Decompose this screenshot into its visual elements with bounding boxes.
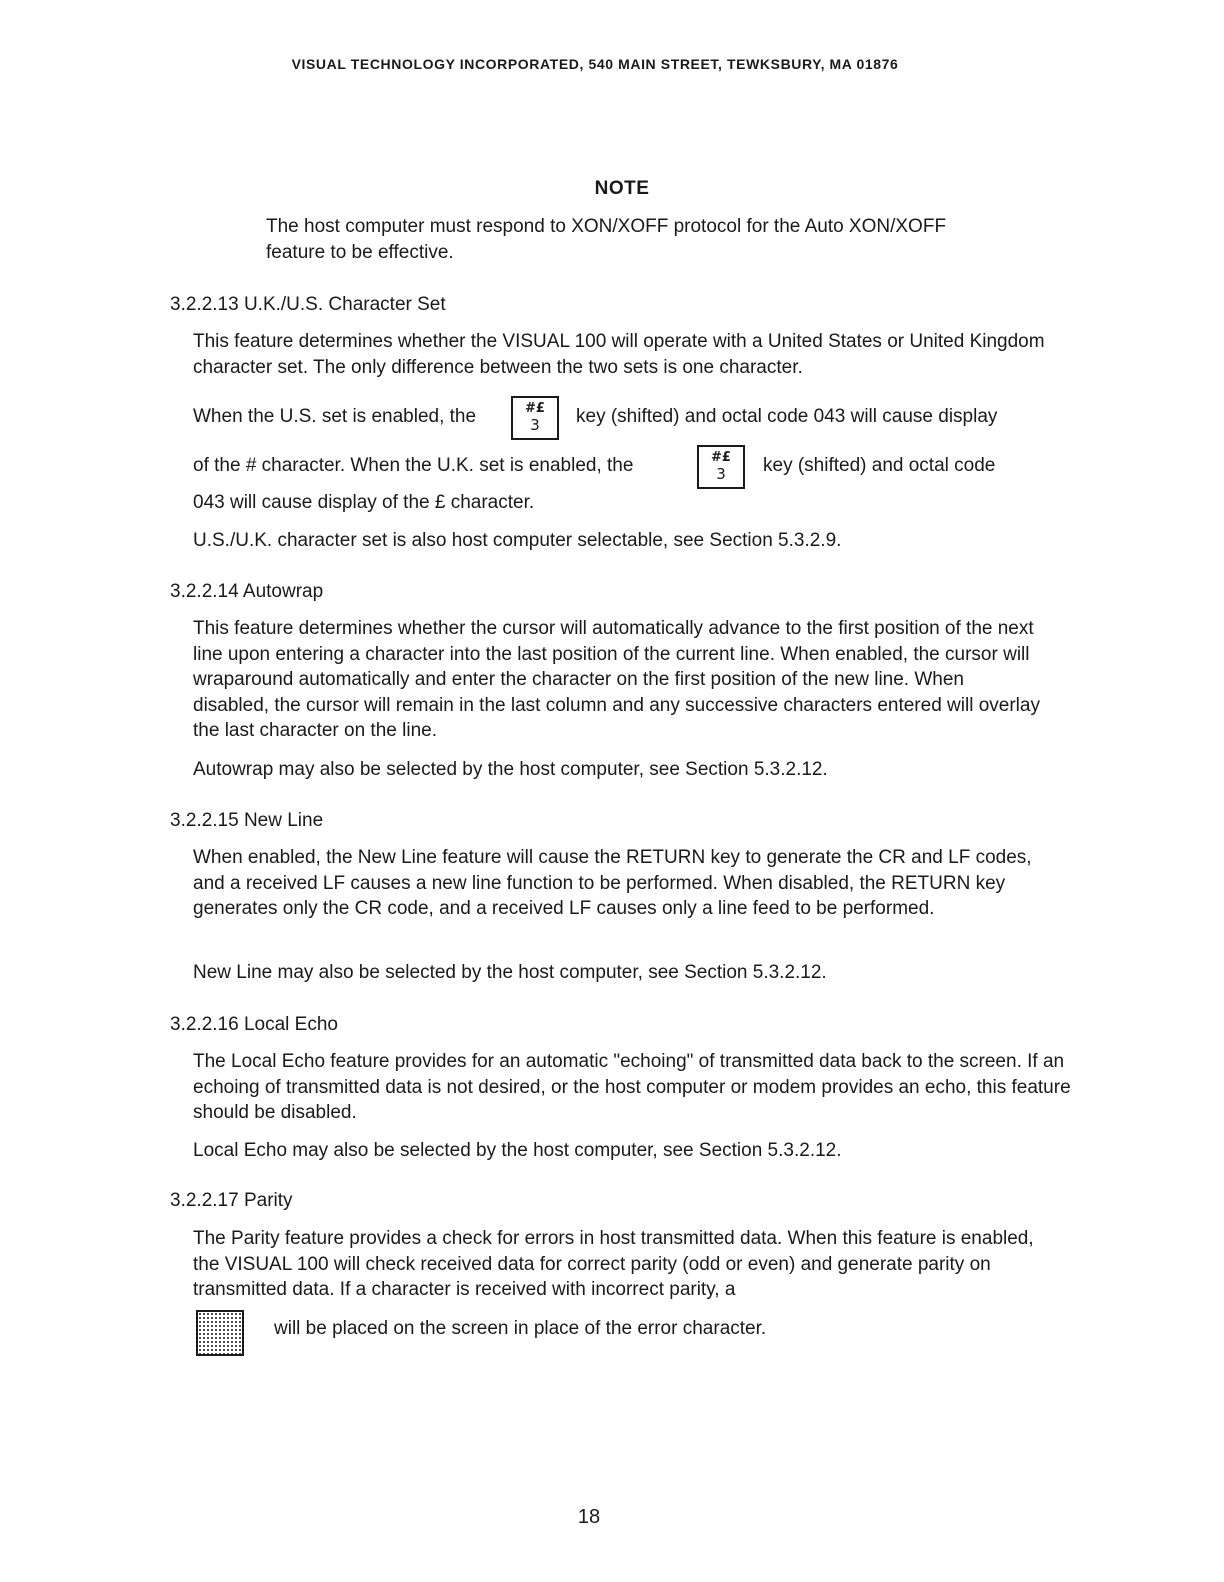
new-line-paragraph-2: New Line may also be selected by the host computer, see Section 5.3.2.12. — [193, 962, 827, 983]
pound-3-key-icon — [697, 445, 745, 489]
key-bottom-legend: 3 — [530, 416, 540, 434]
section-heading-local-echo: 3.2.2.16 Local Echo — [170, 1014, 338, 1035]
section-heading-uk-us: 3.2.2.13 U.K./U.S. Character Set — [170, 294, 446, 315]
parity-error-block-icon — [196, 1310, 244, 1356]
uk-us-paragraph: This feature determines whether the VISUAL 100 will operate with a United States or United Kingdom character set. The only difference between the two sets is one character. — [193, 331, 1045, 378]
uk-us-line2-start: of the # character. When the U.K. set is enabled, the — [193, 455, 634, 476]
uk-us-line1-end: key (shifted) and octal code 043 will cause display — [576, 406, 998, 427]
uk-us-line1-start: When the U.S. set is enabled, the — [193, 406, 477, 427]
key-top-legend: #£ — [525, 401, 545, 416]
page-number: 18 — [577, 1506, 601, 1528]
section-heading-new-line: 3.2.2.15 New Line — [170, 810, 324, 831]
page-header: VISUAL TECHNOLOGY INCORPORATED, 540 MAIN STREET, TEWKSBURY, MA 01876 — [291, 56, 899, 72]
autowrap-paragraph-2: Autowrap may also be selected by the host computer, see Section 5.3.2.12. — [193, 759, 828, 780]
autowrap-paragraph: This feature determines whether the cursor will automatically advance to the first position of the next line upon entering a character into the last position of the current line. When enabled, the cursor will wraparound automatically and enter the character on the first position of the new line. When disabled, the cursor will remain in the last column and any successive characters entered will overlay the last character on the line. — [193, 618, 1040, 741]
parity-paragraph: The Parity feature provides a check for errors in host transmitted data. When this feature is enabled, the VISUAL 100 will check received data for correct parity (odd or even) and generate parity on transmitted data. If a character is received with incorrect parity, a — [193, 1228, 1034, 1300]
key-bottom-legend: 3 — [716, 465, 726, 483]
parity-paragraph-2: will be placed on the screen in place of the error character. — [274, 1318, 767, 1339]
note-title: NOTE — [594, 178, 650, 199]
local-echo-paragraph-2: Local Echo may also be selected by the host computer, see Section 5.3.2.12. — [193, 1140, 842, 1161]
uk-us-line2-end: key (shifted) and octal code — [763, 455, 996, 476]
uk-us-paragraph-2: U.S./U.K. character set is also host computer selectable, see Section 5.3.2.9. — [193, 530, 842, 551]
pound-3-key-icon — [511, 396, 559, 440]
note-text: The host computer must respond to XON/XOFF protocol for the Auto XON/XOFF feature to be effective. — [266, 216, 947, 263]
local-echo-paragraph: The Local Echo feature provides for an automatic "echoing" of transmitted data back to the screen. If an echoing of transmitted data is not desired, or the host computer or modem provides an echo, this feature should be disabled. — [193, 1051, 1071, 1123]
key-top-legend: #£ — [711, 450, 731, 465]
section-heading-parity: 3.2.2.17 Parity — [170, 1190, 293, 1211]
section-heading-autowrap: 3.2.2.14 Autowrap — [170, 581, 324, 602]
uk-us-line3: 043 will cause display of the £ character. — [193, 492, 535, 513]
new-line-paragraph: When enabled, the New Line feature will cause the RETURN key to generate the CR and LF codes, and a received LF causes a new line function to be performed. When disabled, the RETURN key generates only the CR code, and a received LF causes only a line feed to be performed. — [193, 847, 1032, 919]
